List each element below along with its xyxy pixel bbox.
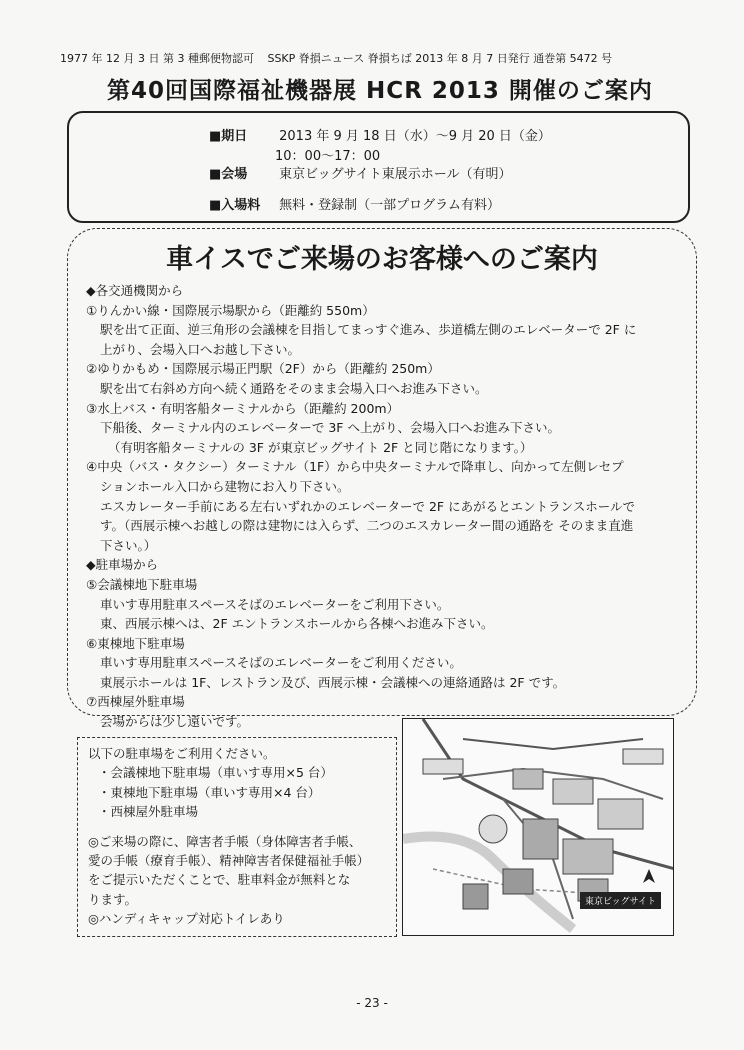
notebook-note-line-2: 愛の手帳（療育手帳）、精神障害者保健福祉手帳）: [88, 853, 370, 869]
access-body: [86, 281, 686, 732]
route-1-title: ①りんかい線・国際展示場駅から（距離約 550m）: [86, 302, 375, 318]
route-1-line-2: 上がり、会場入口へお越し下さい。: [100, 341, 301, 357]
notebook-note-line-1: ◎ご来場の際に、障害者手帳（身体障害者手帳、: [88, 833, 362, 849]
route-2-title: ②ゆりかもめ・国際展示場正門駅（2F）から（距離約 250m）: [86, 361, 440, 377]
access-guide-box: [67, 228, 697, 730]
venue-value: 東京ビッグサイト東展示ホール（有明）: [279, 167, 512, 182]
venue-map: [402, 718, 674, 936]
route-4-title: ④中央（バス・タクシー）ターミナル（1F）から中央ターミナルで降車し、向かって左側レセプ: [86, 459, 624, 475]
route-4-line-4: 下さい。）: [100, 537, 157, 553]
date-row: [209, 125, 551, 144]
postal-permit: 1977 年 12 月 3 日 第 3 種郵便物認可: [60, 52, 254, 65]
parking-heading: ◆駐車場から: [86, 557, 159, 573]
parking-7-title: ⑦西棟屋外駐車場: [86, 694, 185, 710]
map-venue-label: 東京ビッグサイト: [580, 892, 661, 909]
parking-lot-2: ・東棟地下駐車場（車いす専用×4 台）: [98, 784, 321, 800]
fee-value: 無料・登録制（一部プログラム有料）: [279, 198, 501, 213]
route-3-line-2: （有明客船ターミナルの 3F が東京ビッグサイト 2F と同じ階になります。）: [108, 439, 533, 455]
notebook-note-line-3: をご提示いただくことで、駐車料金が無料とな: [88, 872, 351, 888]
page-number: - 23 -: [356, 996, 388, 1010]
toilet-note: ◎ハンディキャップ対応トイレあり: [88, 911, 285, 927]
notebook-note-line-4: ります。: [88, 891, 138, 907]
parking-6-title: ⑥東棟地下駐車場: [86, 635, 185, 651]
venue-label: ■会場: [209, 167, 248, 182]
newsletter-info: SSKP 脊損ニュース 脊損ちば 2013 年 8 月 7 日発行 通巻第 5472 号: [267, 52, 613, 65]
route-2-line-1: 駅を出て右斜め方向へ続く通路をそのまま会場入口へお進み下さい。: [100, 380, 488, 396]
venue-row: [209, 163, 511, 182]
route-4-line-1: ションホール入口から建物にお入り下さい。: [100, 478, 350, 494]
route-3-line-1: 下船後、ターミナル内のエレベーターで 3F へ上がり、会場入口へお進み下さい。: [100, 420, 560, 436]
parking-6-line-2: 東展示ホールは 1F、レストラン及び、西展示棟・会議棟への連絡通路は 2F です。: [100, 674, 566, 690]
header-line: [60, 50, 690, 66]
parking-lot-3: ・西棟屋外駐車場: [98, 804, 199, 820]
access-title: 車イスでご来場のお客様へのご案内: [166, 244, 598, 275]
parking-intro: 以下の駐車場をご利用ください。: [88, 746, 276, 761]
fee-label: ■入場料: [209, 198, 261, 213]
parking-note-box: [77, 737, 397, 937]
date-value: 2013 年 9 月 18 日（水）～9 月 20 日（金）: [279, 129, 551, 144]
parking-5-line-2: 東、西展示棟へは、2F エントランスホールから各棟へお進み下さい。: [100, 616, 494, 632]
route-4-line-2: エスカレーター手前にある左右いずれかのエレベーターで 2F にあがるとエントランスホールで: [100, 498, 635, 514]
route-1-line-1: 駅を出て正面、逆三角形の会議棟を目指してまっすぐ進み、歩道橋左側のエレベーターで 2F に: [100, 322, 637, 338]
parking-lot-1: ・会議棟地下駐車場（車いす専用×5 台）: [98, 765, 333, 781]
parking-note-body: [88, 744, 388, 929]
transport-heading: ◆各交通機関から: [86, 283, 184, 298]
time-value: 10：00～17：00: [275, 149, 381, 164]
route-4-line-3: す。（西展示棟へお越しの際は建物には入らず、二つのエスカレーター間の通路を そのまま直進: [100, 518, 634, 534]
time-row: [275, 145, 380, 164]
parking-5-line-1: 車いす専用駐車スペースそばのエレベーターをご利用下さい。: [100, 596, 450, 612]
event-info-box: [67, 111, 690, 223]
parking-6-line-1: 車いす専用駐車スペースそばのエレベーターをご利用ください。: [100, 655, 462, 671]
parking-7-line-1: 会場からは少し遠いです。: [100, 714, 250, 730]
route-3-title: ③水上バス・有明客船ターミナルから（距離約 200m）: [86, 400, 400, 416]
date-label: ■期日: [209, 129, 248, 144]
parking-5-title: ⑤会議棟地下駐車場: [86, 576, 198, 592]
fee-row: [209, 194, 500, 213]
page-title: 第40回国際福祉機器展 HCR 2013 開催のご案内: [107, 78, 653, 104]
